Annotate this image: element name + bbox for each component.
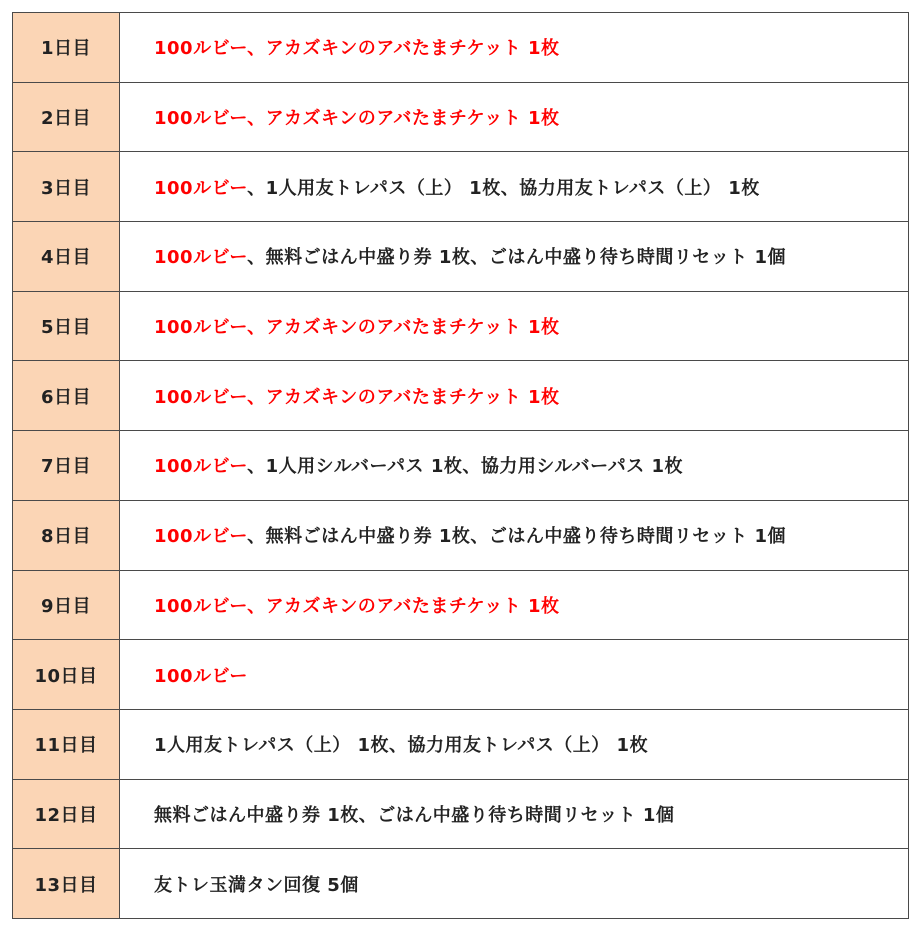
reward-text: 、1人用シルバーパス 1枚、協力用シルバーパス 1枚 [247,456,684,478]
reward-highlight-text: 100ルビー、アカズキンのアバたまチケット 1枚 [154,317,560,339]
reward-description [120,570,909,640]
reward-row [13,222,909,292]
reward-highlight-text: 100ルビー、アカズキンのアバたまチケット 1枚 [154,595,560,617]
reward-description [120,431,909,501]
reward-description [120,709,909,779]
reward-text: 、無料ごはん中盛り券 1枚、ごはん中盛り待ち時間リセット 1個 [247,247,787,269]
day-label: 2日目 [13,82,120,152]
reward-row [13,849,909,919]
reward-row [13,640,909,710]
reward-description [120,779,909,849]
reward-row [13,709,909,779]
day-label: 11日目 [13,709,120,779]
reward-highlight-text: 100ルビー [154,456,248,478]
reward-row [13,431,909,501]
reward-highlight-text: 100ルビー [154,526,248,548]
reward-row [13,500,909,570]
reward-row [13,152,909,222]
reward-description [120,222,909,292]
reward-row [13,82,909,152]
reward-description [120,152,909,222]
reward-row [13,291,909,361]
reward-description [120,640,909,710]
reward-description [120,291,909,361]
reward-row [13,361,909,431]
day-label: 7日目 [13,431,120,501]
reward-text: 無料ごはん中盛り券 1枚、ごはん中盛り待ち時間リセット 1個 [154,804,675,826]
day-label: 10日目 [13,640,120,710]
day-label: 13日目 [13,849,120,919]
reward-description [120,500,909,570]
reward-row [13,779,909,849]
day-label: 9日目 [13,570,120,640]
reward-description [120,849,909,919]
day-label: 1日目 [13,13,120,83]
reward-row [13,13,909,83]
login-reward-table [12,12,909,919]
day-label: 12日目 [13,779,120,849]
day-label: 5日目 [13,291,120,361]
reward-text: 、無料ごはん中盛り券 1枚、ごはん中盛り待ち時間リセット 1個 [247,526,787,548]
reward-highlight-text: 100ルビー [154,665,248,687]
reward-description [120,82,909,152]
reward-table-body [13,13,909,919]
reward-text: 友トレ玉満タン回復 5個 [154,874,359,896]
reward-description [120,13,909,83]
reward-text: 1人用友トレパス（上） 1枚、協力用友トレパス（上） 1枚 [154,735,649,757]
reward-row [13,570,909,640]
reward-description [120,361,909,431]
day-label: 6日目 [13,361,120,431]
reward-highlight-text: 100ルビー、アカズキンのアバたまチケット 1枚 [154,108,560,130]
day-label: 8日目 [13,500,120,570]
reward-highlight-text: 100ルビー [154,247,248,269]
day-label: 3日目 [13,152,120,222]
reward-text: 、1人用友トレパス（上） 1枚、協力用友トレパス（上） 1枚 [247,177,760,199]
reward-highlight-text: 100ルビー、アカズキンのアバたまチケット 1枚 [154,386,560,408]
reward-highlight-text: 100ルビー、アカズキンのアバたまチケット 1枚 [154,38,560,60]
reward-highlight-text: 100ルビー [154,177,248,199]
day-label: 4日目 [13,222,120,292]
